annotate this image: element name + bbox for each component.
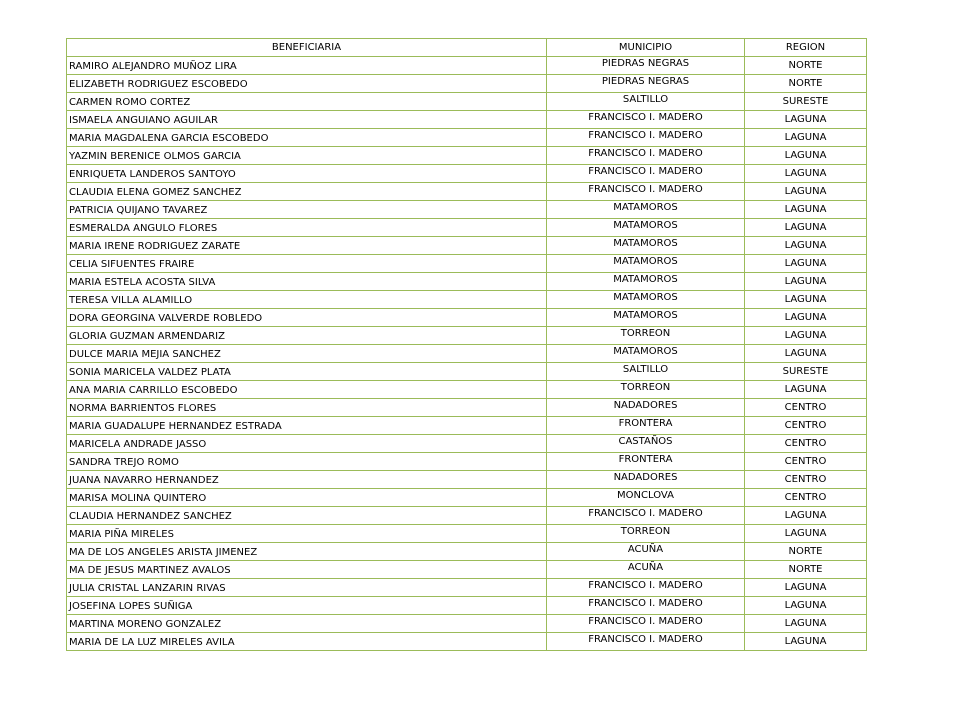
region-cell: LAGUNA [745, 507, 867, 525]
beneficiary-name-cell: MARIA PIÑA MIRELES [67, 525, 547, 543]
header-beneficiaria: BENEFICIARIA [67, 39, 547, 57]
beneficiary-name-cell: ENRIQUETA LANDEROS SANTOYO [67, 165, 547, 183]
beneficiary-name-cell: CLAUDIA ELENA GOMEZ SANCHEZ [67, 183, 547, 201]
table-row [67, 219, 867, 237]
table-row [67, 75, 867, 93]
beneficiary-name-cell: SONIA MARICELA VALDEZ PLATA [67, 363, 547, 381]
beneficiary-name-cell: MARIA ESTELA ACOSTA SILVA [67, 273, 547, 291]
municipality-cell: SALTILLO [547, 93, 745, 111]
region-cell: LAGUNA [745, 579, 867, 597]
beneficiary-name-cell: TERESA VILLA ALAMILLO [67, 291, 547, 309]
region-cell: LAGUNA [745, 147, 867, 165]
region-cell: LAGUNA [745, 597, 867, 615]
beneficiary-name-cell: CELIA SIFUENTES FRAIRE [67, 255, 547, 273]
region-cell: LAGUNA [745, 111, 867, 129]
beneficiary-name-cell: CLAUDIA HERNANDEZ SANCHEZ [67, 507, 547, 525]
region-cell: LAGUNA [745, 291, 867, 309]
table-row [67, 453, 867, 471]
region-cell: CENTRO [745, 399, 867, 417]
table-row [67, 57, 867, 75]
region-cell: LAGUNA [745, 129, 867, 147]
municipality-cell: TORREON [547, 525, 745, 543]
region-cell: CENTRO [745, 417, 867, 435]
municipality-cell: PIEDRAS NEGRAS [547, 57, 745, 75]
municipality-cell: FRANCISCO I. MADERO [547, 507, 745, 525]
beneficiary-name-cell: ELIZABETH RODRIGUEZ ESCOBEDO [67, 75, 547, 93]
municipality-cell: FRONTERA [547, 453, 745, 471]
beneficiary-name-cell: SANDRA TREJO ROMO [67, 453, 547, 471]
beneficiary-name-cell: NORMA BARRIENTOS FLORES [67, 399, 547, 417]
region-cell: NORTE [745, 57, 867, 75]
beneficiary-name-cell: MA DE JESUS MARTINEZ AVALOS [67, 561, 547, 579]
region-cell: CENTRO [745, 435, 867, 453]
region-cell: LAGUNA [745, 183, 867, 201]
region-cell: LAGUNA [745, 345, 867, 363]
table-row [67, 111, 867, 129]
table-row [67, 363, 867, 381]
table-row [67, 309, 867, 327]
table-row [67, 435, 867, 453]
beneficiary-name-cell: MARISA MOLINA QUINTERO [67, 489, 547, 507]
header-municipio: MUNICIPIO [547, 39, 745, 57]
region-cell: LAGUNA [745, 273, 867, 291]
beneficiary-name-cell: MARIA MAGDALENA GARCIA ESCOBEDO [67, 129, 547, 147]
table-row [67, 345, 867, 363]
municipality-cell: FRANCISCO I. MADERO [547, 579, 745, 597]
table-row [67, 381, 867, 399]
table-row [67, 471, 867, 489]
region-cell: LAGUNA [745, 201, 867, 219]
table-row [67, 291, 867, 309]
municipality-cell: ACUÑA [547, 561, 745, 579]
beneficiary-name-cell: MARIA IRENE RODRIGUEZ ZARATE [67, 237, 547, 255]
beneficiary-name-cell: JUANA NAVARRO HERNANDEZ [67, 471, 547, 489]
municipality-cell: FRANCISCO I. MADERO [547, 147, 745, 165]
municipality-cell: FRONTERA [547, 417, 745, 435]
municipality-cell: TORREON [547, 327, 745, 345]
municipality-cell: MATAMOROS [547, 309, 745, 327]
table-row [67, 543, 867, 561]
beneficiary-name-cell: JOSEFINA LOPES SUÑIGA [67, 597, 547, 615]
table-row [67, 273, 867, 291]
municipality-cell: ACUÑA [547, 543, 745, 561]
beneficiary-name-cell: ISMAELA ANGUIANO AGUILAR [67, 111, 547, 129]
region-cell: NORTE [745, 543, 867, 561]
municipality-cell: MATAMOROS [547, 219, 745, 237]
beneficiary-name-cell: ANA MARIA CARRILLO ESCOBEDO [67, 381, 547, 399]
municipality-cell: FRANCISCO I. MADERO [547, 597, 745, 615]
municipality-cell: SALTILLO [547, 363, 745, 381]
table-row [67, 633, 867, 651]
municipality-cell: MATAMOROS [547, 273, 745, 291]
municipality-cell: MATAMOROS [547, 345, 745, 363]
beneficiary-name-cell: MARICELA ANDRADE JASSO [67, 435, 547, 453]
table-row [67, 255, 867, 273]
municipality-cell: MATAMOROS [547, 291, 745, 309]
region-cell: LAGUNA [745, 165, 867, 183]
table-row [67, 579, 867, 597]
beneficiary-name-cell: PATRICIA QUIJANO TAVAREZ [67, 201, 547, 219]
table-row [67, 489, 867, 507]
beneficiary-name-cell: GLORIA GUZMAN ARMENDARIZ [67, 327, 547, 345]
beneficiary-name-cell: JULIA CRISTAL LANZARIN RIVAS [67, 579, 547, 597]
table-row [67, 183, 867, 201]
municipality-cell: PIEDRAS NEGRAS [547, 75, 745, 93]
region-cell: CENTRO [745, 453, 867, 471]
beneficiary-name-cell: MARIA GUADALUPE HERNANDEZ ESTRADA [67, 417, 547, 435]
beneficiaries-table [66, 38, 867, 651]
table-row [67, 525, 867, 543]
municipality-cell: FRANCISCO I. MADERO [547, 633, 745, 651]
region-cell: LAGUNA [745, 219, 867, 237]
municipality-cell: CASTAÑOS [547, 435, 745, 453]
table-row [67, 327, 867, 345]
table-row [67, 615, 867, 633]
municipality-cell: MATAMOROS [547, 237, 745, 255]
table-row [67, 399, 867, 417]
municipality-cell: NADADORES [547, 471, 745, 489]
table-row [67, 417, 867, 435]
table-row [67, 147, 867, 165]
region-cell: CENTRO [745, 471, 867, 489]
region-cell: NORTE [745, 75, 867, 93]
municipality-cell: MONCLOVA [547, 489, 745, 507]
table-row [67, 597, 867, 615]
municipality-cell: TORREON [547, 381, 745, 399]
municipality-cell: FRANCISCO I. MADERO [547, 129, 745, 147]
beneficiary-name-cell: DORA GEORGINA VALVERDE ROBLEDO [67, 309, 547, 327]
beneficiary-name-cell: MARTINA MORENO GONZALEZ [67, 615, 547, 633]
region-cell: LAGUNA [745, 381, 867, 399]
header-region: REGION [745, 39, 867, 57]
beneficiary-name-cell: RAMIRO ALEJANDRO MUÑOZ LIRA [67, 57, 547, 75]
municipality-cell: FRANCISCO I. MADERO [547, 111, 745, 129]
region-cell: CENTRO [745, 489, 867, 507]
municipality-cell: NADADORES [547, 399, 745, 417]
region-cell: SURESTE [745, 93, 867, 111]
municipality-cell: FRANCISCO I. MADERO [547, 615, 745, 633]
municipality-cell: MATAMOROS [547, 201, 745, 219]
region-cell: NORTE [745, 561, 867, 579]
region-cell: LAGUNA [745, 615, 867, 633]
region-cell: SURESTE [745, 363, 867, 381]
table-row [67, 165, 867, 183]
region-cell: LAGUNA [745, 309, 867, 327]
table-row [67, 561, 867, 579]
table-row [67, 201, 867, 219]
region-cell: LAGUNA [745, 237, 867, 255]
table-row [67, 93, 867, 111]
table-row [67, 129, 867, 147]
beneficiary-name-cell: YAZMIN BERENICE OLMOS GARCIA [67, 147, 547, 165]
municipality-cell: MATAMOROS [547, 255, 745, 273]
region-cell: LAGUNA [745, 633, 867, 651]
header-row [67, 39, 867, 57]
beneficiary-name-cell: MARIA DE LA LUZ MIRELES AVILA [67, 633, 547, 651]
region-cell: LAGUNA [745, 255, 867, 273]
municipality-cell: FRANCISCO I. MADERO [547, 183, 745, 201]
table-row [67, 237, 867, 255]
table-body [67, 57, 867, 651]
beneficiary-name-cell: CARMEN ROMO CORTEZ [67, 93, 547, 111]
beneficiary-name-cell: DULCE MARIA MEJIA SANCHEZ [67, 345, 547, 363]
table-row [67, 507, 867, 525]
region-cell: LAGUNA [745, 327, 867, 345]
beneficiary-name-cell: MA DE LOS ANGELES ARISTA JIMENEZ [67, 543, 547, 561]
municipality-cell: FRANCISCO I. MADERO [547, 165, 745, 183]
region-cell: LAGUNA [745, 525, 867, 543]
beneficiary-name-cell: ESMERALDA ANGULO FLORES [67, 219, 547, 237]
